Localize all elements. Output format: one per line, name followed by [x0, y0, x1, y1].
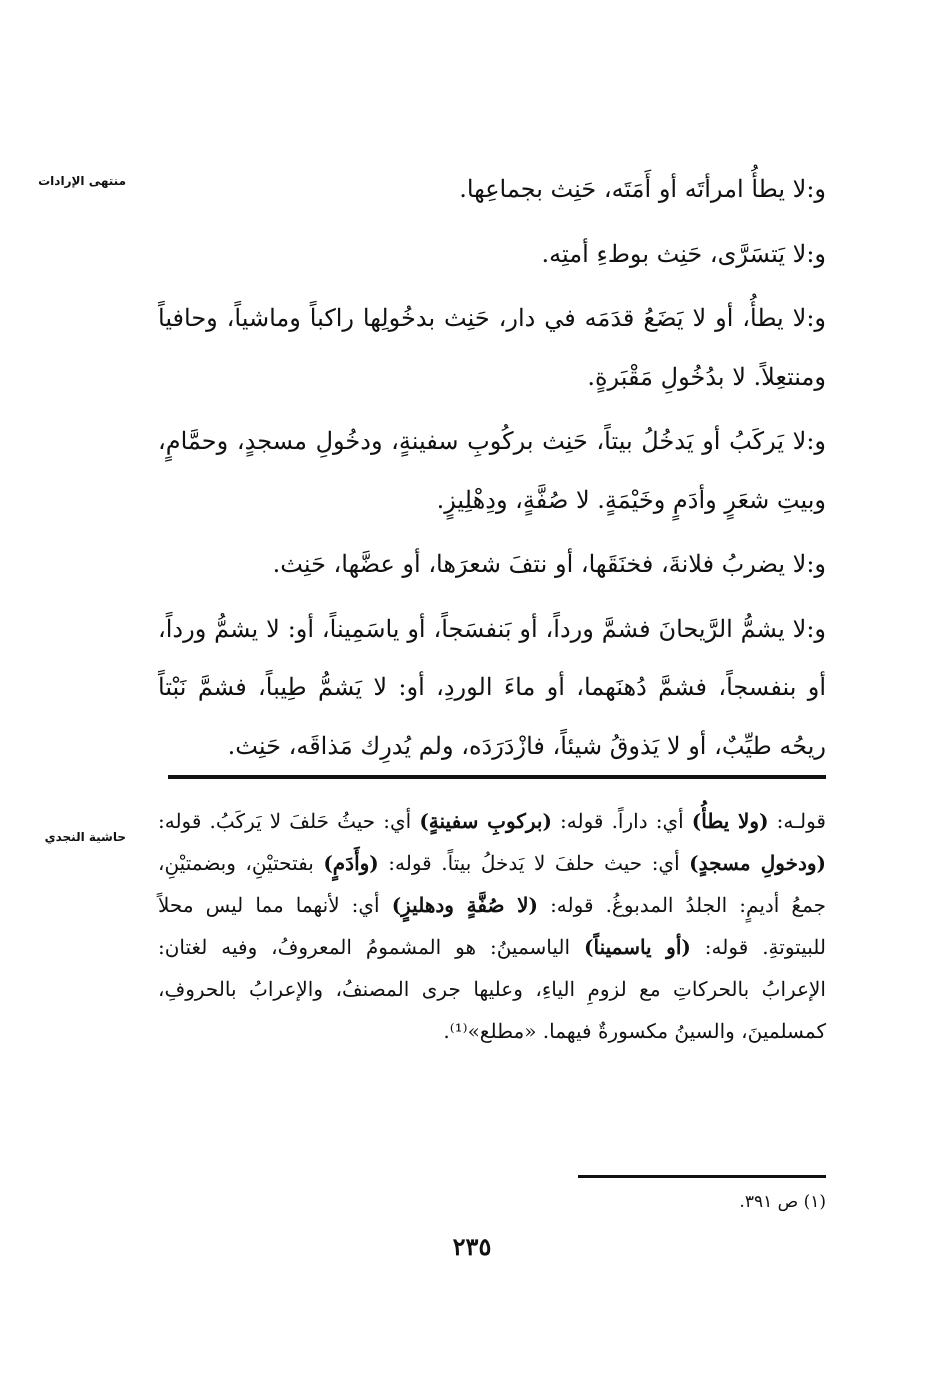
- side-label-main-text: منتهى الإرادات: [38, 174, 126, 188]
- page-number: ٢٣٥: [452, 1232, 492, 1261]
- quoted-phrase: (لا صُفَّةٍ ودهليزٍ): [391, 893, 538, 917]
- main-paragraph: و:لا يطأُ، أو لا يَضَعُ قدَمَه في دار، حَنِث بدخُولِها راكباً وماشياً، وحافياً ومنتعِلاً. لا بدُخُولِ مَقْبَرةٍ.: [158, 304, 826, 391]
- main-paragraph: و:لا يَتسَرَّى، حَنِث بوطءِ أمتِه.: [541, 239, 826, 268]
- main-paragraph: و:لا يشمُّ الرَّيحانَ فشمَّ ورداً، أو بَنفسَجاً، أو ياسَمِيناً، أو: لا يشمُّ ورداً، أو بنفسجاً، فشمَّ دُهنَهما، أو ماءَ الوردِ، أو: لا يَشمُّ طِيباً، فشمَّ نَبْتاً ريحُه طيِّبٌ، أو لا يَذوقُ شيئاً، فازْدَرَدَه، ولم يُدرِك مَذاقَه، حَنِث.: [158, 614, 826, 760]
- quoted-phrase: (وأَدَمٍ): [323, 851, 379, 875]
- quoted-phrase: (ودخولِ مسجدٍ): [689, 851, 826, 875]
- commentary-text: بفتحتيْنِ، وبضمتيْنِ، جمعُ أديمٍ: الجلدُ المدبوغُ. قوله:: [158, 851, 827, 917]
- quoted-phrase: (بركوبِ سفينةٍ): [419, 809, 552, 833]
- main-paragraph: و:لا يضربُ فلانةَ، فخنَقَها، أو نتفَ شعرَها، أو عضَّها، حَنِث.: [272, 550, 826, 578]
- commentary-text: أي: حيثُ حَلفَ لا يَركَبُ. قوله:: [158, 809, 420, 833]
- quoted-phrase: (ولا يطأُ): [691, 809, 769, 833]
- section-divider: [168, 775, 826, 779]
- hashiya-commentary: [158, 800, 826, 1052]
- side-label-hashiya: حاشية النجدي: [44, 830, 126, 844]
- commentary-text: أي: حيث حلفَ لا يَدخلُ بيتاً. قوله:: [378, 851, 690, 875]
- commentary-text: الياسمينُ: هو المشمومُ المعروفُ، وفيه لغتان: الإعرابُ بالحركاتِ مع لزومِ الياءِ، وعليها جرى المصنفُ، والإعرابُ بالحروفِ، كمسلمينَ، والسينُ مكسورةٌ فيهما. «مطلع»⁽¹⁾.: [158, 935, 826, 1043]
- main-text-block: [158, 160, 826, 775]
- main-paragraph: و:لا يَركَبُ أو يَدخُلُ بيتاً، حَنِث بركُوبِ سفينةٍ، ودخُولِ مسجدٍ، وحمَّامٍ، وبيتِ شعَرٍ وأدَمٍ وخَيْمَةٍ. لا صُفَّةٍ، ودِهْلِيزٍ.: [158, 427, 826, 514]
- quoted-phrase: (أو ياسميناً): [584, 935, 691, 959]
- commentary-text: أي: لأنهما مما ليس محلاً للبيتوتةِ. قوله:: [158, 893, 827, 959]
- commentary-text: أي: داراً. قوله:: [551, 809, 692, 833]
- footnote-divider: [578, 1175, 826, 1178]
- main-paragraph: و:لا يطأُ امرأتَه أو أَمَتَه، حَنِث بجماعِها.: [459, 175, 826, 203]
- commentary-text: قولـه:: [768, 809, 826, 833]
- footnote: (١) ص ٣٩١.: [739, 1192, 826, 1212]
